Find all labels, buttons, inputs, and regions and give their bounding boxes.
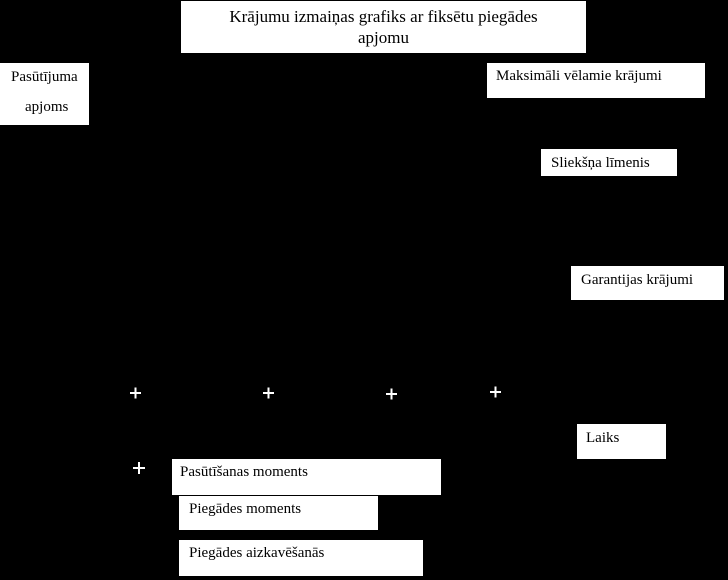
y-axis-label xyxy=(0,63,89,125)
y-axis-label-line-2: apjoms xyxy=(25,99,69,115)
x-axis-label: Laiks xyxy=(577,424,666,459)
chart-title-line-1: Krājumu izmaiņas grafiks ar fiksētu piegādes xyxy=(229,7,538,26)
order-moment-marker-2 xyxy=(263,388,274,399)
legend-order-marker xyxy=(133,462,145,474)
legend-delivery-moment: Piegādes moments xyxy=(179,496,378,530)
y-axis-label-line-1: Pasūtījuma xyxy=(11,69,78,85)
threshold-level-label: Sliekšņa līmenis xyxy=(541,149,677,176)
safety-stock-label: Garantijas krājumi xyxy=(571,266,724,300)
chart-title xyxy=(181,1,586,53)
legend-order-moment: Pasūtīšanas moments xyxy=(172,459,441,495)
legend-delivery-delay: Piegādes aizkavēšanās xyxy=(179,540,423,576)
order-moment-marker-3 xyxy=(386,389,397,400)
order-moment-marker-4 xyxy=(490,387,501,398)
chart-title-line-2: apjomu xyxy=(358,28,409,47)
max-stock-label: Maksimāli vēlamie krājumi xyxy=(487,63,705,98)
order-moment-marker-1 xyxy=(130,388,141,399)
